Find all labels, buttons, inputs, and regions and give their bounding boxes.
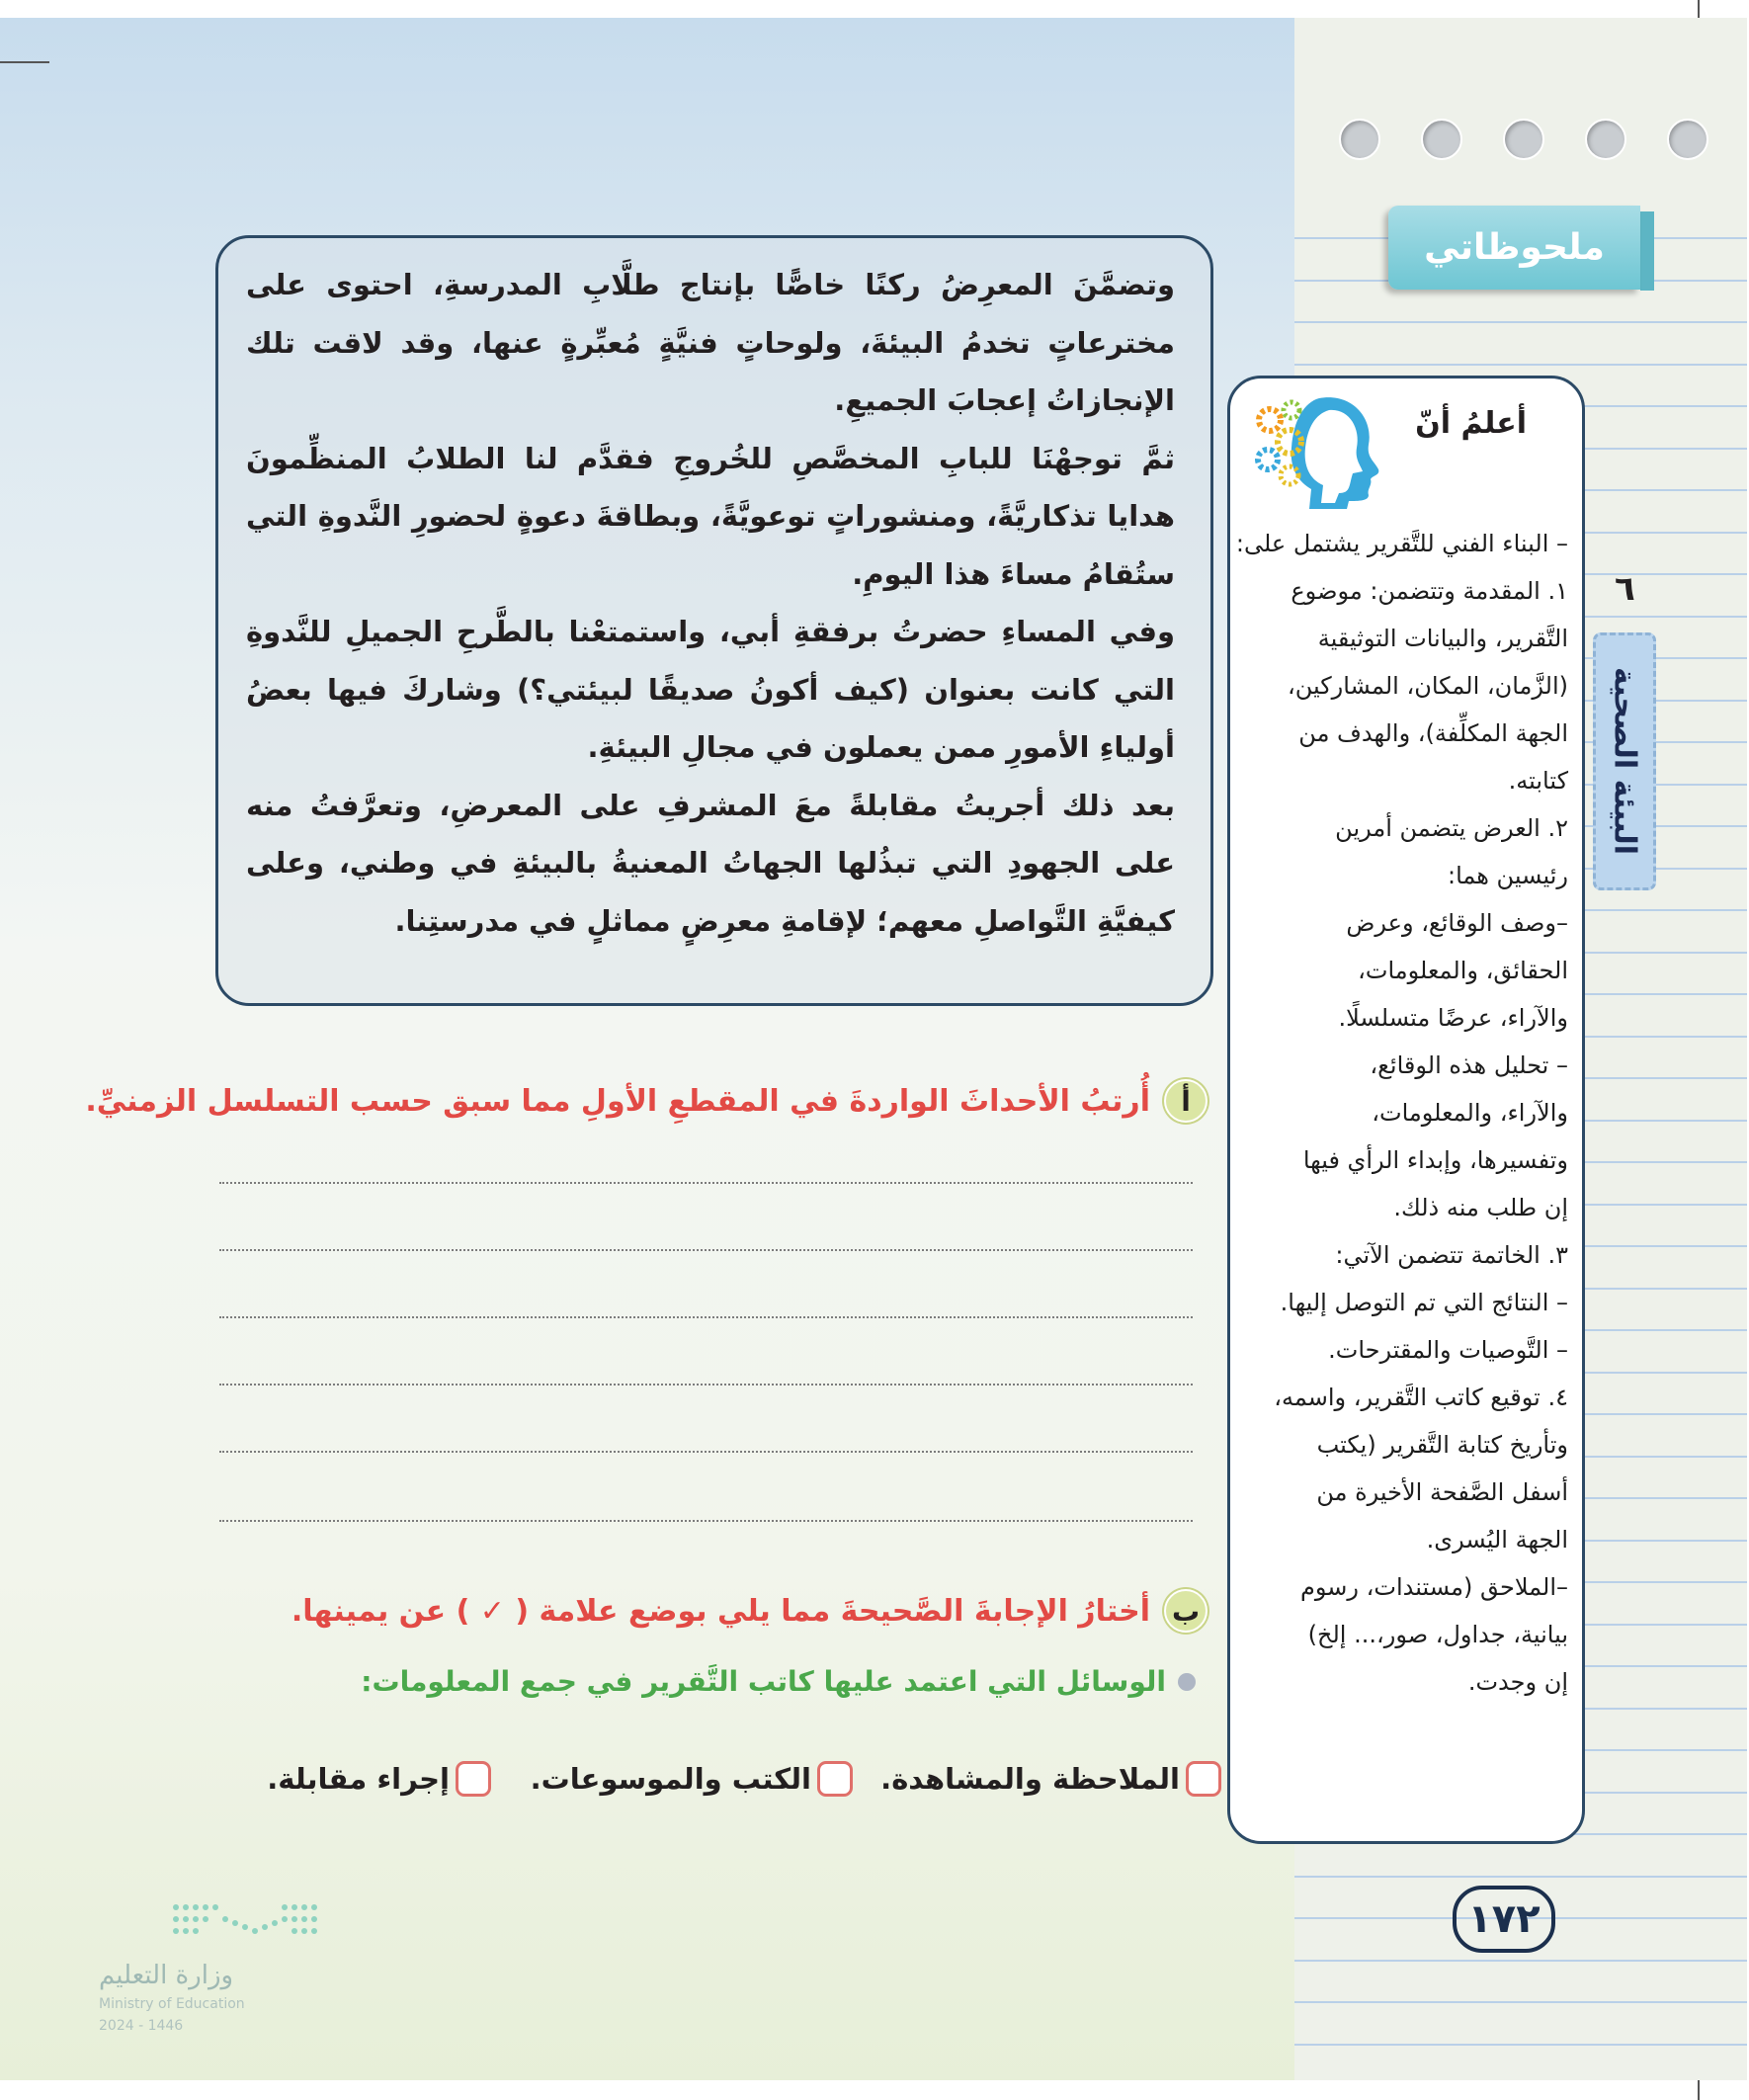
notebook-rule-line xyxy=(1294,2044,1747,2046)
know-line: – تحليل هذه الوقائع، xyxy=(1370,1051,1568,1079)
answer-line[interactable] xyxy=(219,1182,1193,1184)
know-line: الجهة اليُسرى. xyxy=(1426,1526,1568,1554)
notes-tab-label: ملحوظاتي xyxy=(1424,227,1605,268)
answer-line[interactable] xyxy=(219,1384,1193,1386)
passage-paragraph: وتضمَّنَ المعرِضُ ركنًا خاصًّا بإنتاج طلَّابِ المدرسةِ، احتوى على مخترعاتٍ تخدمُ البيئةَ، ولوحاتٍ فنيَّةٍ مُعبِّرةٍ عنها، وقد لاقت تلك الإنجازاتُ إعجابَ الجميعِ. xyxy=(246,268,1175,417)
know-line: الجهة المكلِّفة)، والهدف من xyxy=(1298,719,1568,747)
know-line: التَّقرير، والبيانات التوثيقية xyxy=(1317,625,1568,652)
page-number: ١٧٢ xyxy=(1453,1886,1555,1953)
ministry-name-en: Ministry of Education xyxy=(99,1996,245,2012)
know-line: أسفل الصَّفحة الأخيرة من xyxy=(1316,1478,1568,1506)
question-a-badge: أ xyxy=(1164,1079,1208,1123)
know-line: رئيسين هما: xyxy=(1448,862,1568,889)
notes-tab xyxy=(1388,206,1640,290)
passage-paragraph: بعد ذلك أجريتُ مقابلةً معَ المشرفِ على المعرضِ، وتعرَّفتُ منه على الجهودِ التي تبذُلها الجهاتُ المعنيةُ بالبيئةِ في وطني، وعلى كيفيَّةِ التَّواصلِ معهم؛ لإقامةِ معرِضٍ مماثلٍ في مدرستِنا. xyxy=(246,788,1175,938)
know-line: –وصف الوقائع، وعرض xyxy=(1346,909,1568,937)
question-b-badge: ب xyxy=(1164,1589,1208,1633)
option-interview[interactable] xyxy=(267,1761,491,1797)
know-line: (الزَّمان، المكان، المشاركين، xyxy=(1287,672,1568,700)
know-line: الحقائق، والمعلومات، xyxy=(1358,957,1568,984)
sub-question-text: الوسائل التي اعتمد عليها كاتب التَّقرير في جمع المعلومات: xyxy=(361,1665,1166,1698)
option-books[interactable] xyxy=(531,1761,853,1797)
know-line: –الملاحق (مستندات، رسوم xyxy=(1300,1573,1568,1601)
know-line: وتأريخ كتابة التَّقرير (يكتب xyxy=(1316,1431,1568,1459)
checkbox[interactable] xyxy=(1186,1761,1221,1797)
notes-tab-edge xyxy=(1640,211,1654,291)
ministry-logo-icon xyxy=(166,1897,324,1947)
know-that-card xyxy=(1227,376,1585,1844)
checkbox[interactable] xyxy=(456,1761,491,1797)
notebook-rule-line xyxy=(1294,1876,1747,1878)
know-line: بيانية، جداول، صور،... إلخ) xyxy=(1307,1621,1568,1648)
know-line: ٣. الخاتمة تتضمن الآتي: xyxy=(1335,1241,1568,1269)
know-line: ٢. العرض يتضمن أمرين xyxy=(1335,814,1568,842)
know-line: ١. المقدمة وتتضمن: موضوع xyxy=(1291,577,1568,605)
ministry-year: 2024 - 1446 xyxy=(99,2018,184,2034)
bullet-icon xyxy=(1178,1673,1196,1691)
know-that-list xyxy=(1235,520,1568,1706)
unit-number: ٦ xyxy=(1615,569,1635,609)
option-label: الكتب والموسوعات. xyxy=(530,1762,811,1796)
crop-mark xyxy=(1698,0,1700,18)
know-line: والآراء، والمعلومات، xyxy=(1372,1099,1568,1127)
sub-question xyxy=(361,1665,1196,1698)
crop-mark xyxy=(0,61,49,63)
answer-line[interactable] xyxy=(219,1316,1193,1318)
know-line: – النتائج التي تم التوصل إليها. xyxy=(1280,1289,1568,1316)
notebook-rule-line xyxy=(1294,1960,1747,1962)
answer-line[interactable] xyxy=(219,1520,1193,1522)
know-line: كتابته. xyxy=(1508,767,1568,795)
answer-line[interactable] xyxy=(219,1249,1193,1251)
answer-line[interactable] xyxy=(219,1451,1193,1453)
question-a xyxy=(85,1079,1208,1123)
unit-title: البيئة الصحية xyxy=(1607,667,1642,856)
ministry-name-ar: وزارة التعليم xyxy=(99,1961,234,1990)
binder-hole xyxy=(1667,119,1708,160)
binder-hole xyxy=(1339,119,1380,160)
know-line: إن طلب منه ذلك. xyxy=(1393,1194,1568,1221)
know-line: ٤. توقيع كاتب التَّقرير، واسمه، xyxy=(1274,1384,1568,1411)
passage-paragraph: وفي المساءِ حضرتُ برفقةِ أبي، واستمتعْنا بالطَّرحِ الجميلِ للنَّدوةِ التي كانت بعنوان (كيف أكونُ صديقًا لبيئتي؟) وشاركَ فيها بعضُ أولياءِ الأمورِ ممن يعملون في مجالِ البيئةِ. xyxy=(246,615,1175,764)
option-label: إجراء مقابلة. xyxy=(267,1762,450,1796)
notebook-rule-line xyxy=(1294,2001,1747,2003)
know-line: – التَّوصيات والمقترحات. xyxy=(1328,1336,1568,1364)
binder-hole xyxy=(1585,119,1626,160)
head-gears-icon xyxy=(1250,390,1398,509)
crop-mark xyxy=(1698,2080,1700,2100)
know-line: – البناء الفني للتَّقرير يشتمل على: xyxy=(1235,530,1568,557)
notebook-rule-line xyxy=(1294,321,1747,323)
binder-hole xyxy=(1503,119,1544,160)
question-b-text: أختارُ الإجابةَ الصَّحيحةَ مما يلي بوضع علامة ( ✓ ) عن يمينها. xyxy=(291,1593,1150,1629)
binder-hole xyxy=(1421,119,1462,160)
question-a-text: أُرتبُ الأحداثَ الواردةَ في المقطعِ الأولِ مما سبق حسب التسلسل الزمنيِّ. xyxy=(85,1083,1150,1119)
know-line: وتفسيرها، وإبداء الرأي فيها xyxy=(1302,1146,1568,1174)
know-that-title: أعلمُ أنّ xyxy=(1415,406,1527,441)
unit-tab xyxy=(1593,632,1656,890)
know-line: إن وجدت. xyxy=(1467,1668,1568,1696)
passage-paragraph: ثمَّ توجهْنَا للبابِ المخصَّصِ للخُروجِ فقدَّم لنا الطلابُ المنظِّمونَ هدايا تذكاريَّةً، ومنشوراتٍ توعويَّةً، وبطاقةَ دعوةٍ لحضورِ النَّدوةِ التي ستُقامُ مساءَ هذا اليومِ. xyxy=(246,441,1175,591)
option-label: الملاحظة والمشاهدة. xyxy=(880,1762,1180,1796)
question-b xyxy=(292,1589,1208,1633)
know-line: والآراء، عرضًا متسلسلًا. xyxy=(1338,1004,1568,1032)
option-observation[interactable] xyxy=(880,1761,1221,1797)
reading-passage-box xyxy=(215,235,1213,1006)
notebook-rule-line xyxy=(1294,364,1747,366)
checkbox[interactable] xyxy=(817,1761,853,1797)
